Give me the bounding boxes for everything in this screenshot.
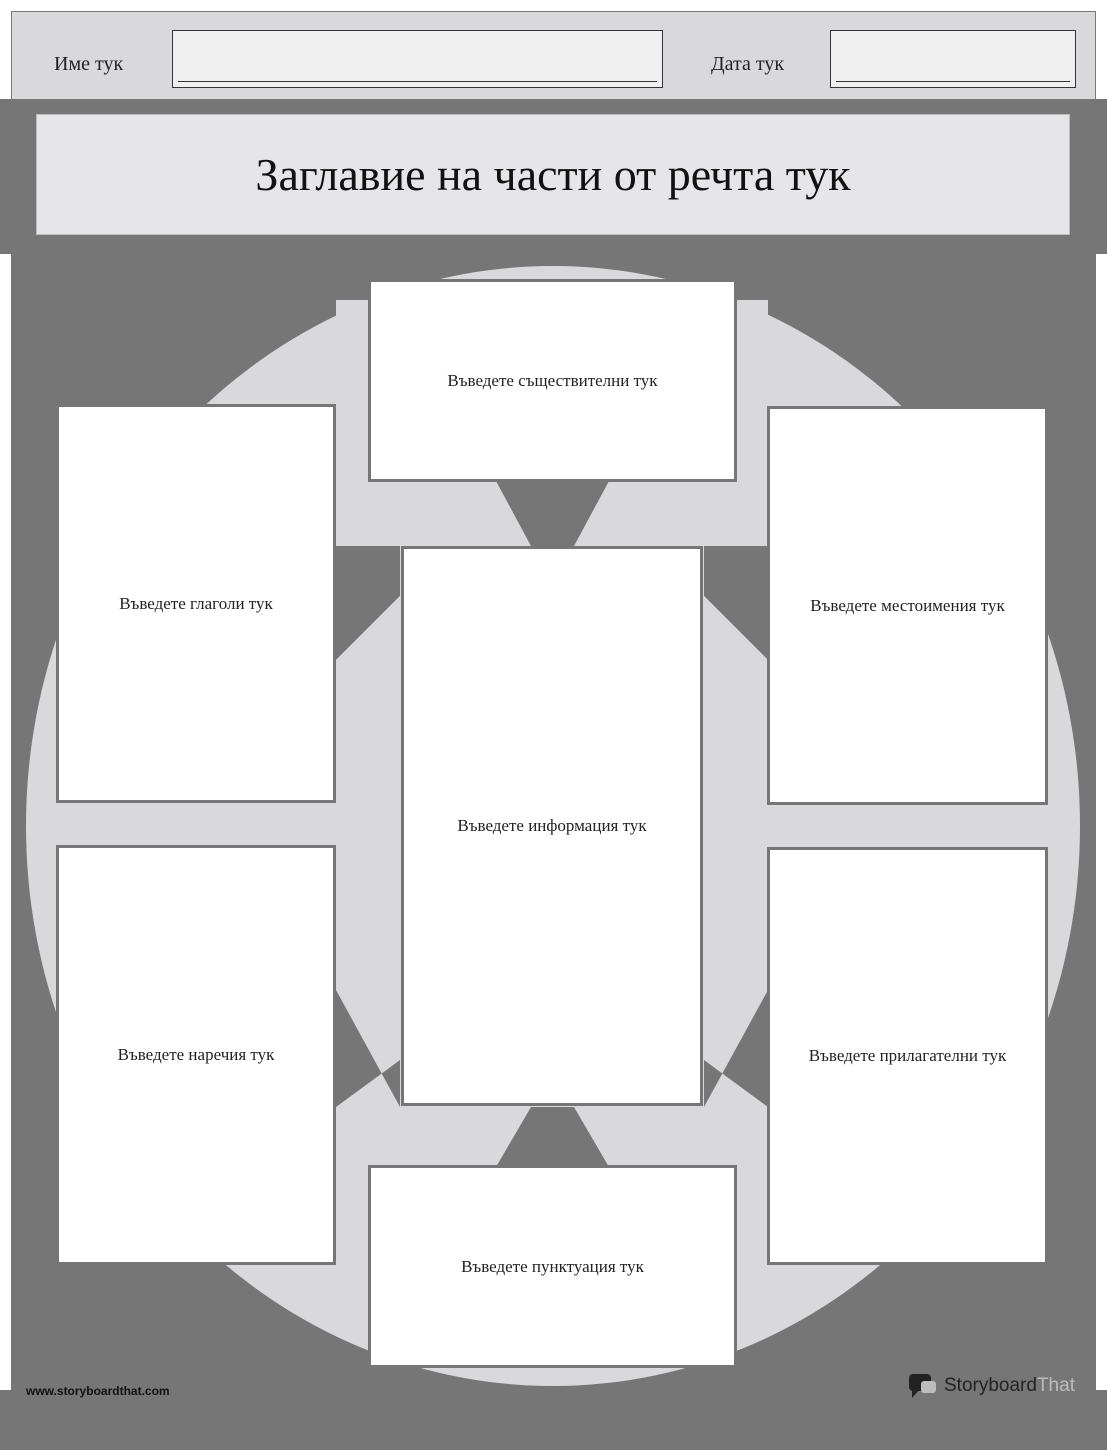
- storyboardthat-logo: [908, 1373, 1075, 1399]
- information-prompt: Въведете информация тук: [457, 816, 647, 835]
- pronouns-prompt: Въведете местоимения тук: [810, 595, 1005, 615]
- adverbs-box[interactable]: [56, 845, 336, 1265]
- nouns-prompt: Въведете съществителни тук: [447, 370, 658, 390]
- adjectives-box[interactable]: [767, 847, 1048, 1265]
- adjectives-prompt: Въведете прилагателни тук: [808, 1046, 1007, 1065]
- footer-url[interactable]: www.storyboardthat.com: [26, 1384, 170, 1398]
- pronouns-box[interactable]: [767, 406, 1048, 805]
- page-title: Заглавие на части от речта тук: [255, 149, 851, 200]
- verbs-prompt: Въведете глаголи тук: [119, 593, 273, 613]
- speech-bubble-icon: [908, 1373, 938, 1399]
- information-box[interactable]: [401, 546, 703, 1106]
- punctuation-prompt: Въведете пунктуация тук: [461, 1256, 644, 1276]
- name-label: Име тук: [54, 53, 124, 75]
- adverbs-prompt: Въведете наречия тук: [117, 1045, 275, 1064]
- logo-main-text: Storyboard: [944, 1375, 1037, 1396]
- logo-suffix-text: That: [1036, 1375, 1075, 1396]
- right-mid-strip: [704, 660, 768, 990]
- nouns-box[interactable]: [368, 279, 737, 482]
- punctuation-box[interactable]: [368, 1165, 737, 1368]
- left-mid-strip: [336, 660, 400, 990]
- logo-text: [944, 1375, 1075, 1397]
- verbs-box[interactable]: [56, 404, 336, 803]
- date-label: Дата тук: [711, 53, 785, 75]
